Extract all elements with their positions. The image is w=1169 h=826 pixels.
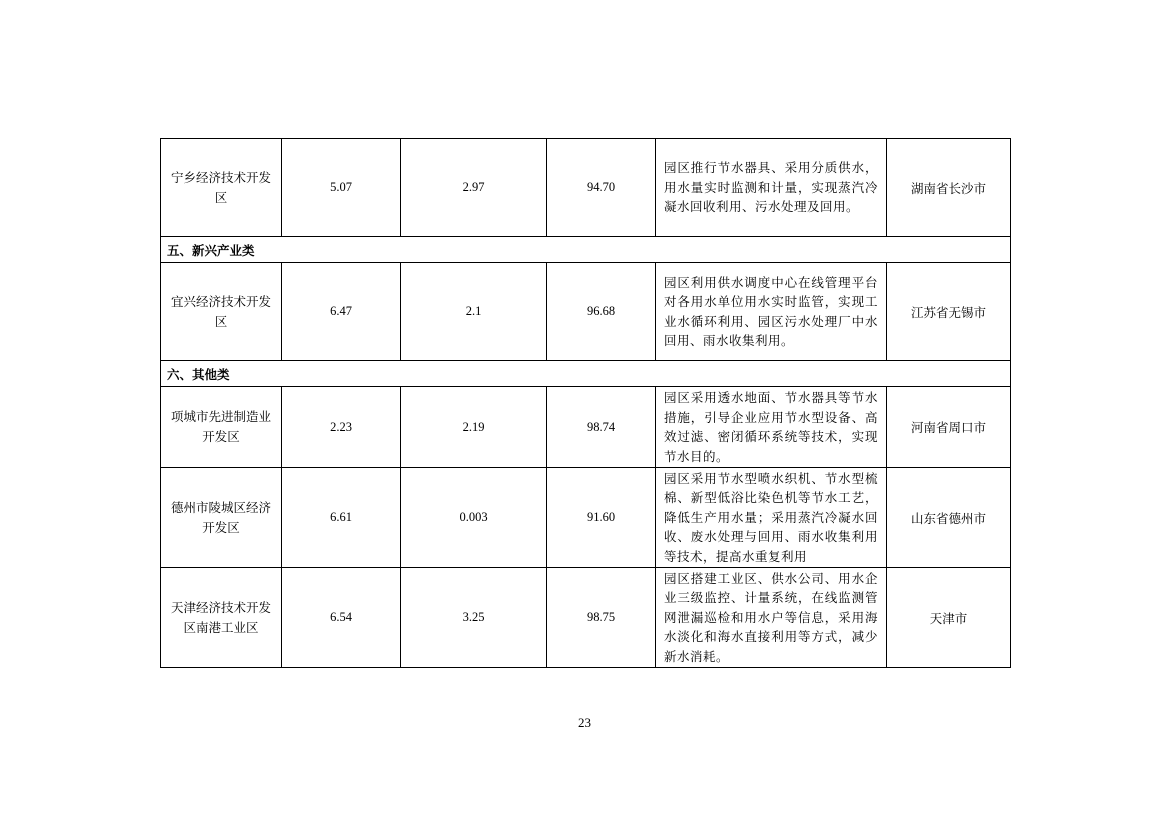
measures-cell: 园区采用节水型喷水织机、节水型梳棉、新型低浴比染色机等节水工艺，降低生产用水量；采用蒸汽冷凝水回收、废水处理与回用、雨水收集利用等技术，提高水重复利用: [656, 468, 887, 568]
measures-cell: 园区搭建工业区、供水公司、用水企业三级监控、计量系统，在线监测管网泄漏巡检和用水户等信息，采用海水淡化和海水直接利用等方式，减少新水消耗。: [656, 568, 887, 668]
table-row: [161, 263, 1011, 361]
location-cell: 河南省周口市: [887, 387, 1011, 468]
section-heading: 六、其他类: [161, 361, 1011, 387]
section-row: [161, 361, 1011, 387]
value-cell-2: 2.1: [401, 263, 547, 361]
measures-cell: 园区采用透水地面、节水器具等节水措施，引导企业应用节水型设备、高效过滤、密闭循环系统等技术，实现节水目的。: [656, 387, 887, 468]
park-name-cell: 项城市先进制造业开发区: [161, 387, 282, 468]
value-cell-3: 91.60: [547, 468, 656, 568]
value-cell-1: 6.54: [282, 568, 401, 668]
value-cell-2: 2.19: [401, 387, 547, 468]
value-cell-3: 94.70: [547, 139, 656, 237]
location-cell: 天津市: [887, 568, 1011, 668]
park-water-table: [160, 138, 1011, 668]
measures-cell: 园区利用供水调度中心在线管理平台对各用水单位用水实时监管，实现工业水循环利用、园区污水处理厂中水回用、雨水收集利用。: [656, 263, 887, 361]
section-heading: 五、新兴产业类: [161, 237, 1011, 263]
value-cell-2: 0.003: [401, 468, 547, 568]
park-name-cell: 天津经济技术开发区南港工业区: [161, 568, 282, 668]
table-row: [161, 468, 1011, 568]
value-cell-1: 5.07: [282, 139, 401, 237]
park-name-cell: 宁乡经济技术开发区: [161, 139, 282, 237]
value-cell-3: 98.75: [547, 568, 656, 668]
value-cell-3: 98.74: [547, 387, 656, 468]
measures-cell: 园区推行节水器具、采用分质供水，用水量实时监测和计量，实现蒸汽冷凝水回收利用、污水处理及回用。: [656, 139, 887, 237]
value-cell-3: 96.68: [547, 263, 656, 361]
location-cell: 湖南省长沙市: [887, 139, 1011, 237]
location-cell: 山东省德州市: [887, 468, 1011, 568]
value-cell-1: 6.47: [282, 263, 401, 361]
location-cell: 江苏省无锡市: [887, 263, 1011, 361]
value-cell-2: 3.25: [401, 568, 547, 668]
value-cell-1: 6.61: [282, 468, 401, 568]
table-row: [161, 568, 1011, 668]
section-row: [161, 237, 1011, 263]
page-number: 23: [578, 715, 591, 730]
value-cell-2: 2.97: [401, 139, 547, 237]
table-row: [161, 139, 1011, 237]
table-row: [161, 387, 1011, 468]
value-cell-1: 2.23: [282, 387, 401, 468]
park-name-cell: 德州市陵城区经济开发区: [161, 468, 282, 568]
park-name-cell: 宜兴经济技术开发区: [161, 263, 282, 361]
